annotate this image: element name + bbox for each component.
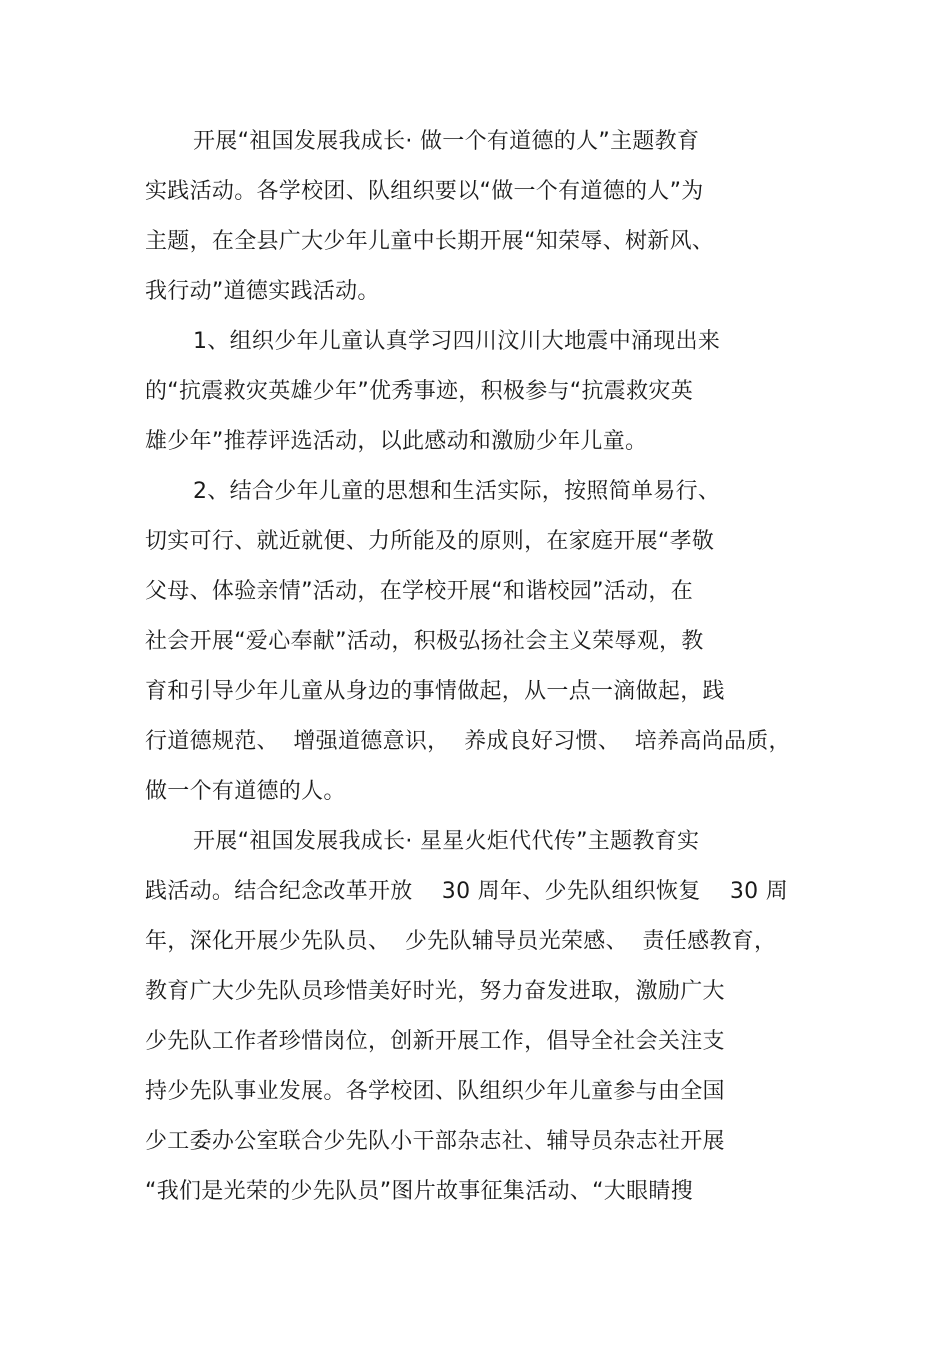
- paragraph-4-line-5: 少先队工作者珍惜岗位，创新开展工作，倡导全社会关注支: [145, 1029, 725, 1054]
- paragraph-3-line-2: 切实可行、就近就便、力所能及的原则，在家庭开展“孝敬: [145, 529, 715, 554]
- paragraph-4-line-2: 践活动。结合纪念改革开放 30 周年、少先队组织恢复 30 周: [145, 879, 789, 904]
- paragraph-4-line-1: 开展“祖国发展我成长· 星星火炬代代传”主题教育实: [193, 829, 700, 854]
- paragraph-3-line-6: 行道德规范、 增强道德意识， 养成良好习惯、 培养高尚品质，: [145, 729, 791, 754]
- paragraph-3-line-3: 父母、体验亲情”活动，在学校开展“和谐校园”活动，在: [145, 579, 693, 604]
- paragraph-4-line-3: 年，深化开展少先队员、 少先队辅导员光荣感、 责任感教育，: [145, 929, 777, 954]
- paragraph-4-line-4: 教育广大少先队员珍惜美好时光，努力奋发进取，激励广大: [145, 979, 725, 1004]
- paragraph-3-line-7: 做一个有道德的人。: [145, 779, 346, 804]
- paragraph-1-line-2: 实践活动。各学校团、队组织要以“做一个有道德的人”为: [145, 179, 704, 204]
- paragraph-4-line-7: 少工委办公室联合少先队小干部杂志社、辅导员杂志社开展: [145, 1129, 725, 1154]
- paragraph-3-line-5: 育和引导少年儿童从身边的事情做起，从一点一滴做起，践: [145, 679, 725, 704]
- paragraph-2-line-2: 的“抗震救灾英雄少年”优秀事迹，积极参与“抗震救灾英: [145, 379, 693, 404]
- paragraph-3-line-1: 2、结合少年儿童的思想和生活实际，按照简单易行、: [193, 479, 721, 504]
- paragraph-4-line-8: “我们是光荣的少先队员”图片故事征集活动、“大眼睛搜: [145, 1179, 693, 1204]
- paragraph-4-line-6: 持少先队事业发展。各学校团、队组织少年儿童参与由全国: [145, 1079, 725, 1104]
- paragraph-1-line-1: 开展“祖国发展我成长· 做一个有道德的人”主题教育: [193, 129, 700, 154]
- paragraph-2-line-1: 1、组织少年儿童认真学习四川汶川大地震中涌现出来: [193, 329, 721, 354]
- paragraph-3-line-4: 社会开展“爱心奉献”活动，积极弘扬社会主义荣辱观，教: [145, 629, 704, 654]
- paragraph-1-line-3: 主题，在全县广大少年儿童中长期开展“知荣辱、树新风、: [145, 229, 715, 254]
- paragraph-2-line-3: 雄少年”推荐评选活动，以此感动和激励少年儿童。: [145, 429, 648, 454]
- paragraph-1-line-4: 我行动”道德实践活动。: [145, 279, 380, 304]
